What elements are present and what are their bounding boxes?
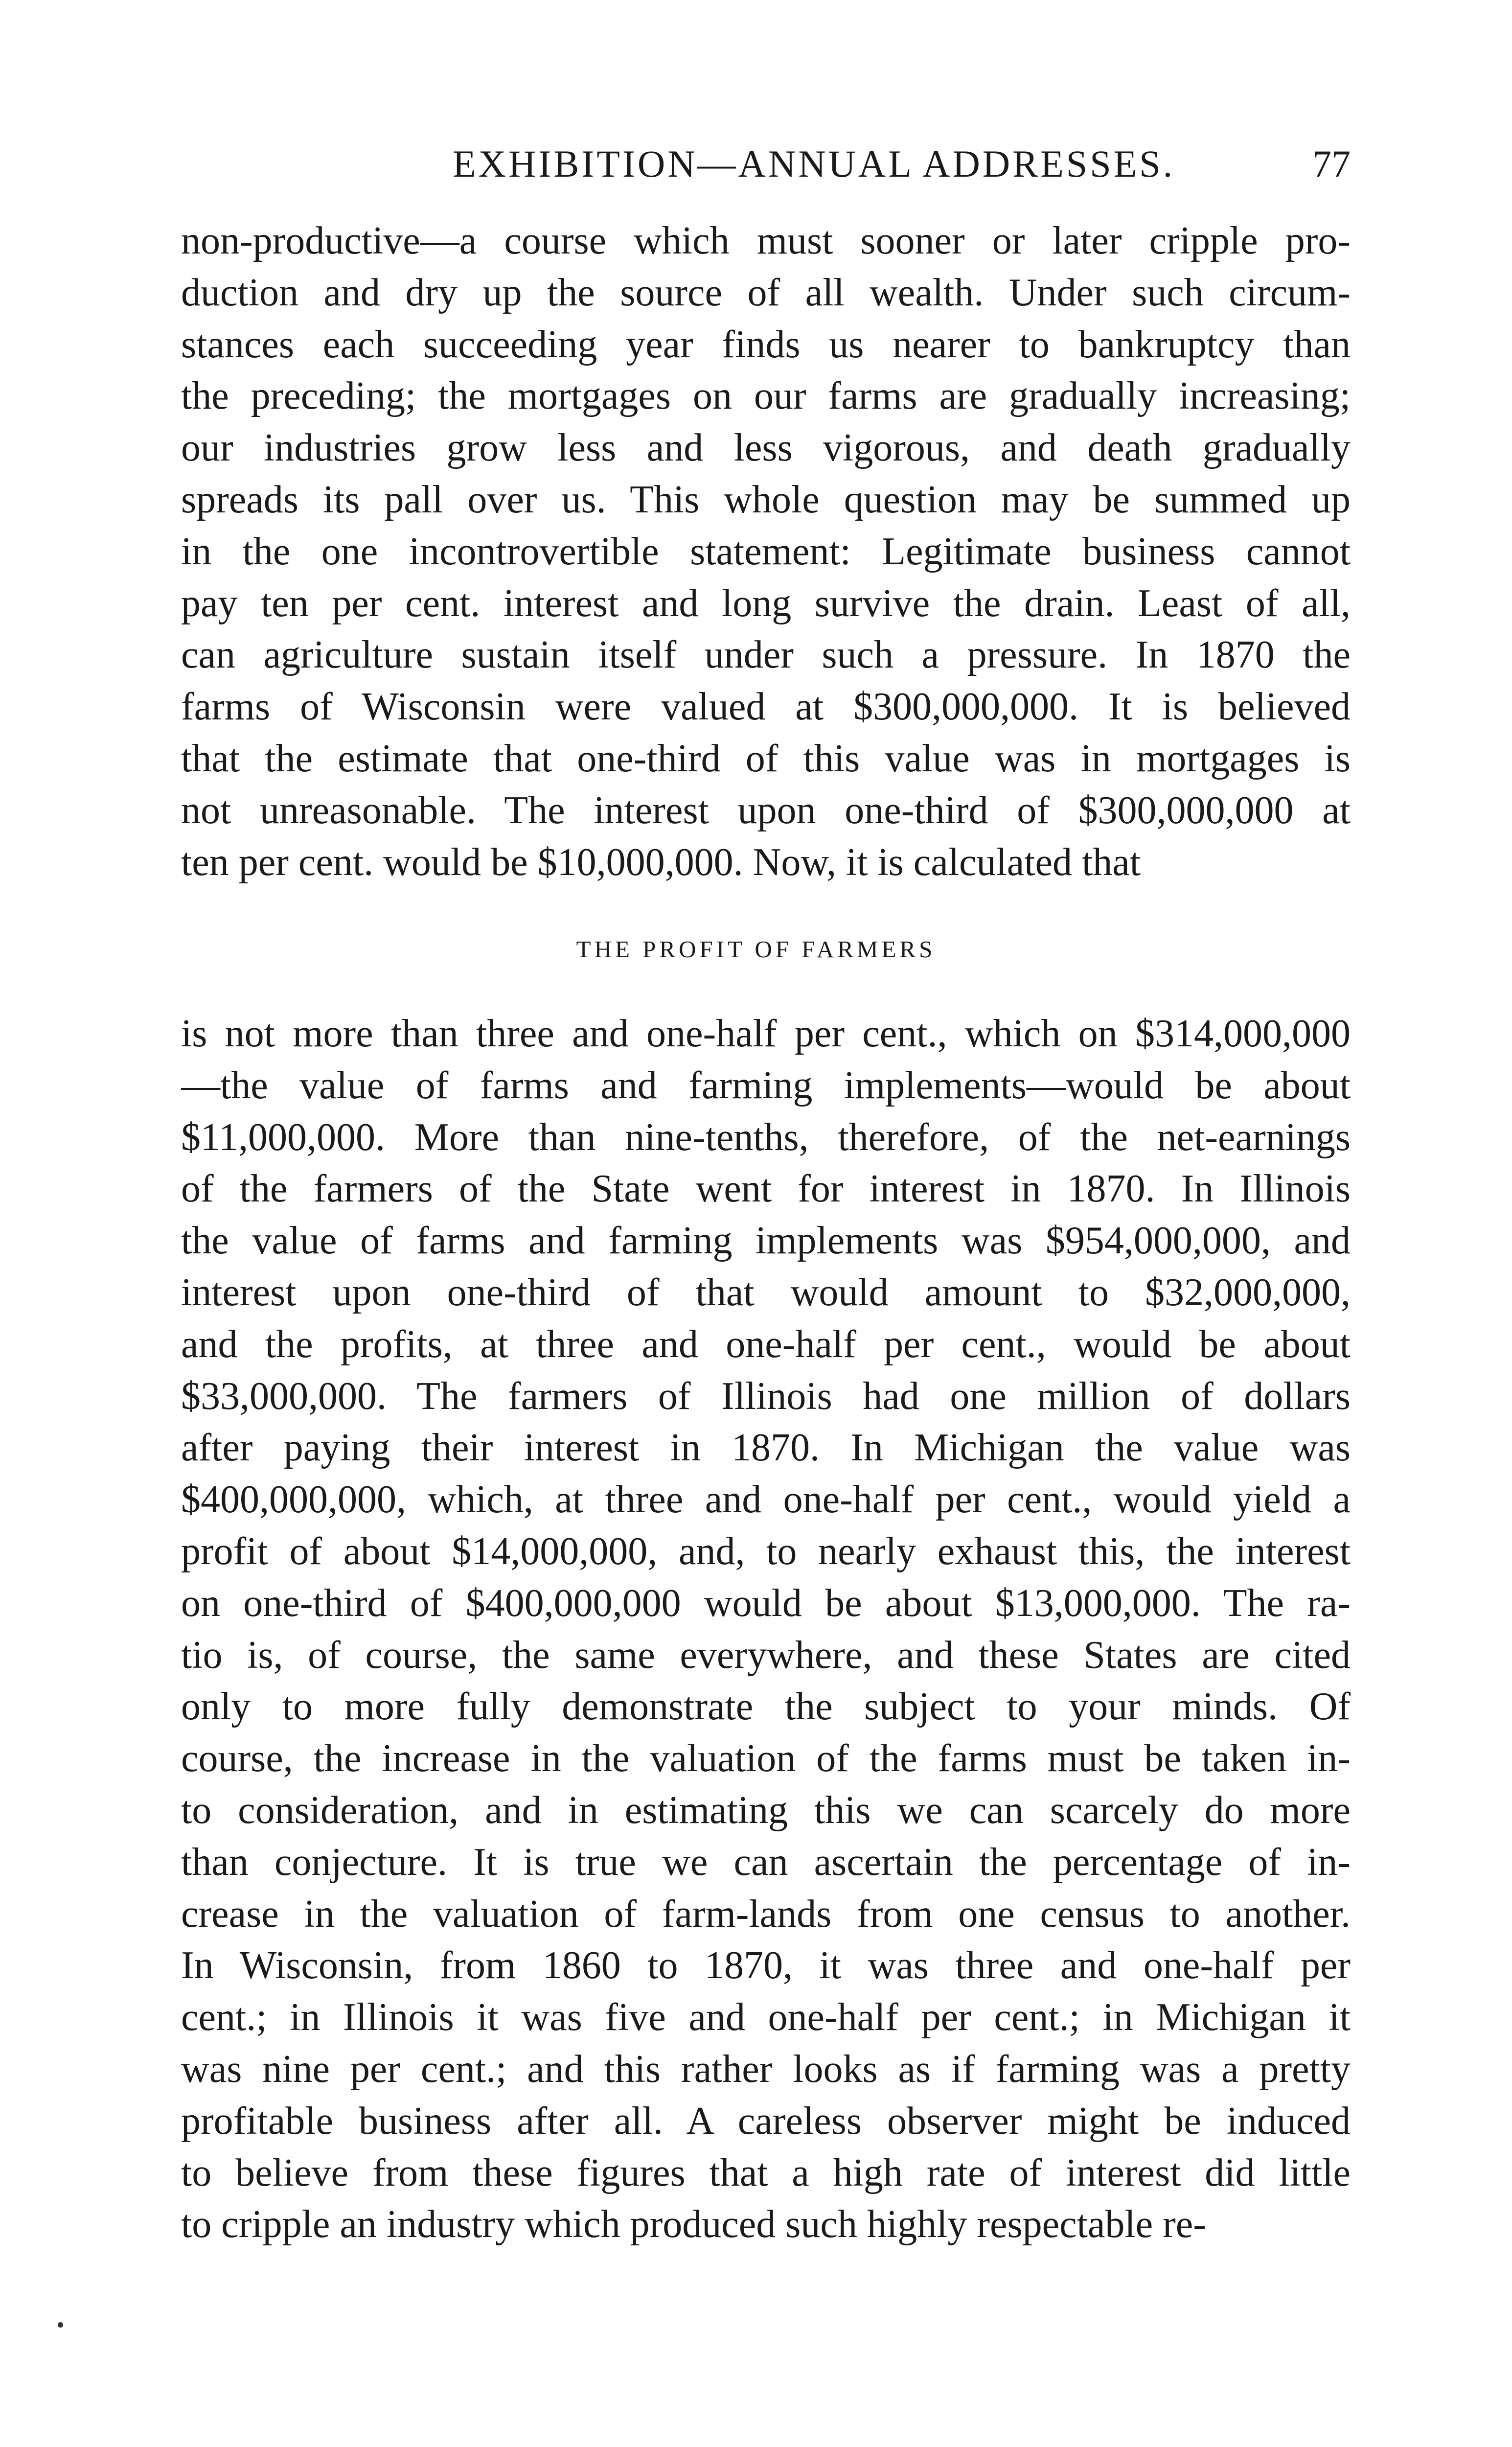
text-line: crease in the valuation of farm-lands from one census to another.: [181, 1892, 1351, 1936]
text-line: and the profits, at three and one-half per cent., would be about: [181, 1322, 1351, 1366]
text-line: that the estimate that one-third of this value was in mortgages is: [181, 737, 1351, 780]
text-line: after paying their interest in 1870. In Michigan the value was: [181, 1426, 1351, 1470]
text-line: $33,000,000. The farmers of Illinois had one million of dollars: [181, 1374, 1351, 1418]
running-title: EXHIBITION—ANNUAL ADDRESSES.: [453, 142, 1175, 185]
text-line: than conjecture. It is true we can ascertain the percentage of in-: [181, 1840, 1351, 1884]
text-line: profitable business after all. A careless observer might be induced: [181, 2099, 1351, 2143]
text-line: was nine per cent.; and this rather looks as if farming was a pretty: [181, 2047, 1351, 2091]
page-number: 77: [1312, 142, 1351, 185]
ink-speck: [58, 2322, 63, 2328]
text-line: cent.; in Illinois it was five and one-half per cent.; in Michigan it: [181, 1996, 1351, 2039]
text-line: interest upon one-third of that would amount to $32,000,000,: [181, 1270, 1351, 1314]
text-line: spreads its pall over us. This whole question may be summed up: [181, 478, 1351, 521]
text-line: $400,000,000, which, at three and one-half per cent., would yield a: [181, 1478, 1351, 1522]
text-line: $11,000,000. More than nine-tenths, therefore, of the net-earnings: [181, 1115, 1351, 1159]
text-line: pay ten per cent. interest and long survive the drain. Least of all,: [181, 581, 1351, 625]
text-line: only to more fully demonstrate the subject to your minds. Of: [181, 1685, 1351, 1729]
text-line: can agriculture sustain itself under such a pressure. In 1870 the: [181, 633, 1351, 677]
text-line: in the one incontrovertible statement: Legitimate business cannot: [181, 530, 1351, 573]
text-line: duction and dry up the source of all wealth. Under such circum-: [181, 271, 1351, 314]
text-line: farms of Wisconsin were valued at $300,000,000. It is believed: [181, 685, 1351, 729]
text-line: non-productive—a course which must sooner or later cripple pro-: [181, 219, 1351, 262]
body-text-paragraph-2: [181, 1008, 1351, 2251]
text-line: stances each succeeding year finds us nearer to bankruptcy than: [181, 323, 1351, 366]
text-line: of the farmers of the State went for interest in 1870. In Illinois: [181, 1167, 1351, 1211]
text-line: tio is, of course, the same everywhere, and these States are cited: [181, 1633, 1351, 1677]
text-line: to consideration, and in estimating this we can scarcely do more: [181, 1788, 1351, 1832]
text-line: the value of farms and farming implements was $954,000,000, and: [181, 1219, 1351, 1263]
text-line: the preceding; the mortgages on our farms are gradually increasing;: [181, 374, 1351, 418]
text-line: not unreasonable. The interest upon one-third of $300,000,000 at: [181, 788, 1351, 832]
text-line: to believe from these figures that a high rate of interest did little: [181, 2151, 1351, 2194]
text-line: profit of about $14,000,000, and, to nearly exhaust this, the interest: [181, 1529, 1351, 1573]
section-heading: THE PROFIT OF FARMERS: [576, 936, 936, 963]
text-line: our industries grow less and less vigorous, and death gradually: [181, 426, 1351, 470]
text-line: to cripple an industry which produced such highly respectable re-: [181, 2203, 1206, 2246]
text-line: course, the increase in the valuation of the farms must be taken in-: [181, 1737, 1351, 1780]
body-text-paragraph-1: [181, 215, 1351, 888]
text-line: is not more than three and one-half per cent., which on $314,000,000: [181, 1012, 1351, 1055]
text-line: ten per cent. would be $10,000,000. Now, it is calculated that: [181, 840, 1141, 884]
running-head: [181, 137, 1351, 191]
text-line: on one-third of $400,000,000 would be about $13,000,000. The ra-: [181, 1581, 1351, 1625]
text-line: —the value of farms and farming implements—would be about: [181, 1063, 1351, 1107]
text-line: In Wisconsin, from 1860 to 1870, it was three and one-half per: [181, 1944, 1351, 1987]
